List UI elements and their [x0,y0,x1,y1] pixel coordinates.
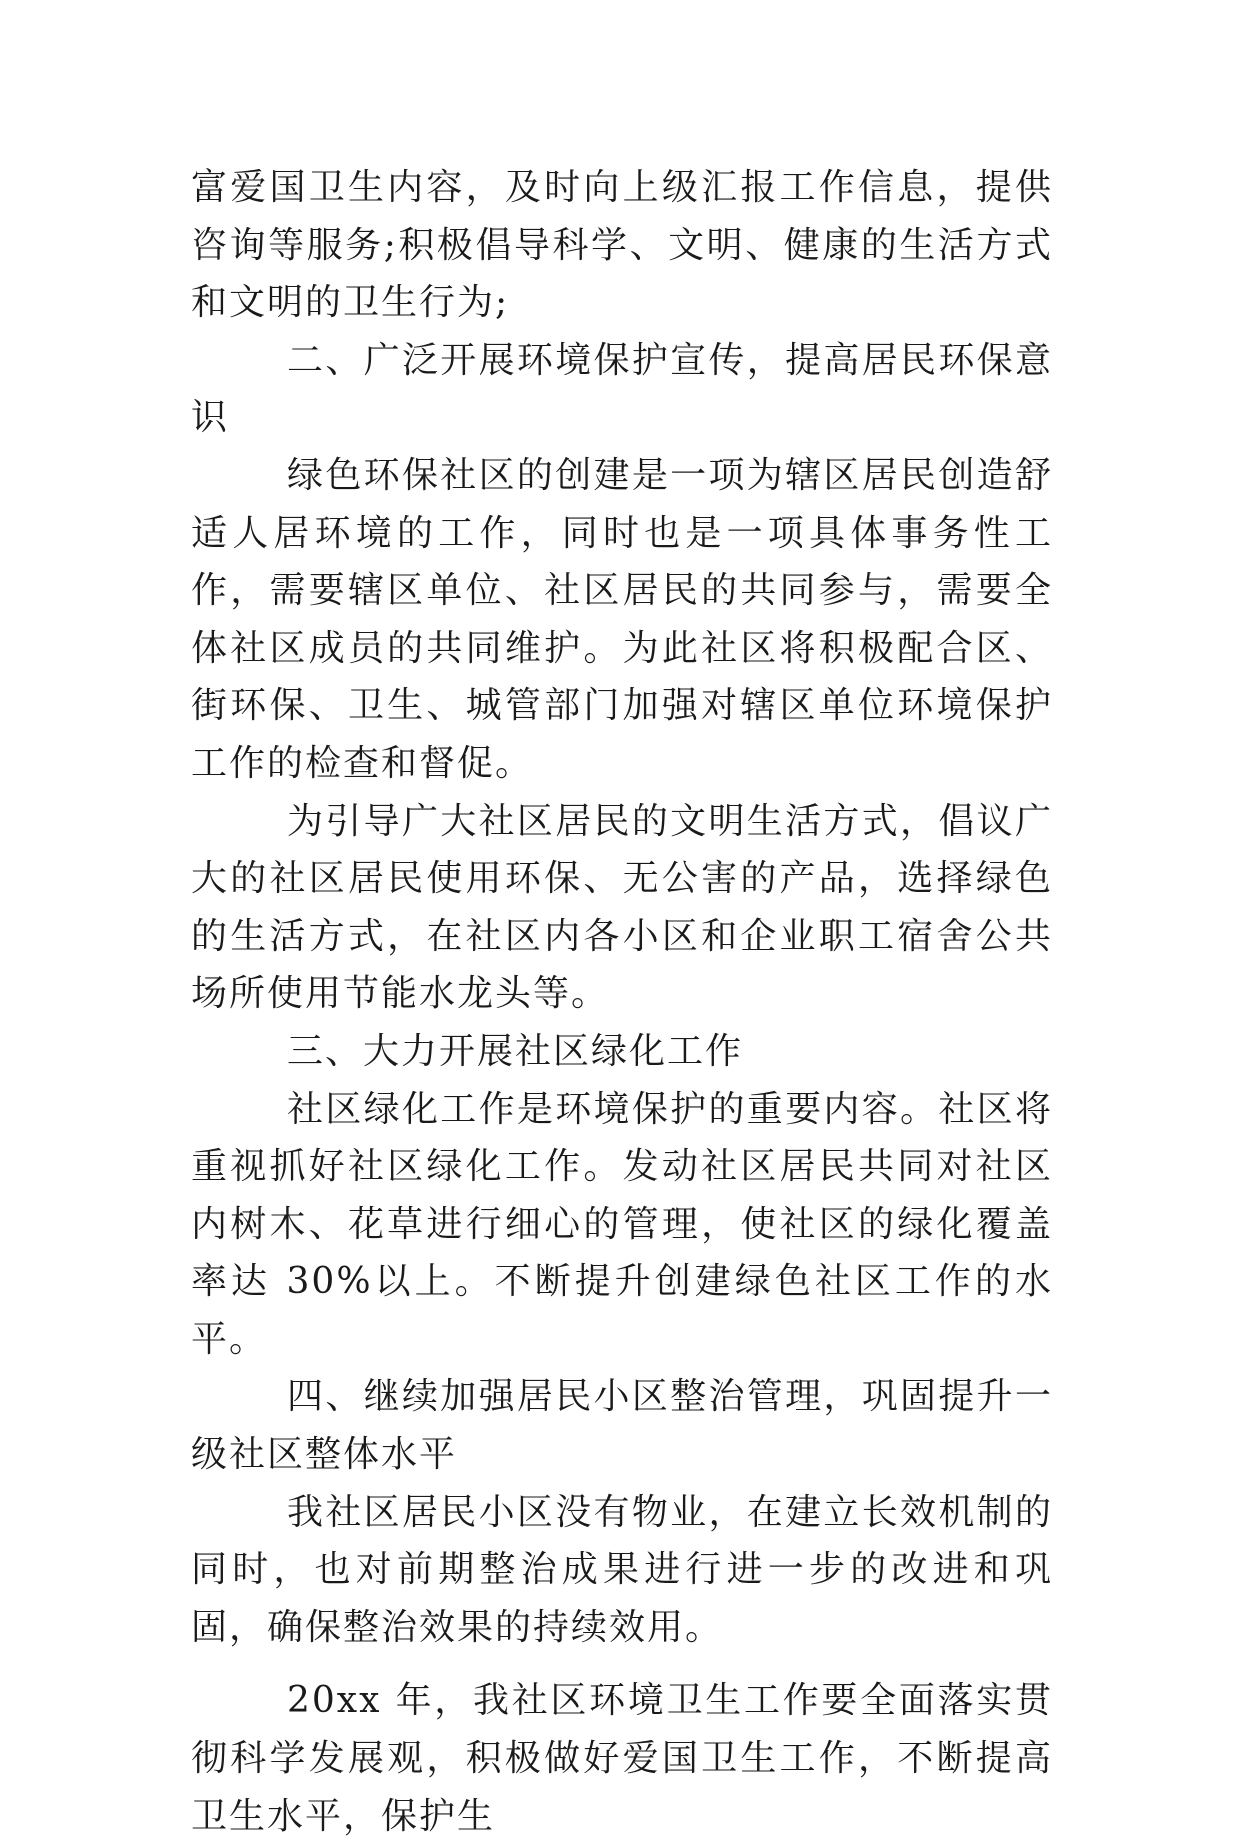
section-heading-3: 三、大力开展社区绿化工作 [287,1030,744,1072]
paragraph: 为引导广大社区居民的文明生活方式，倡议广大的社区居民使用环保、无公害的产品，选择绿色的生活方式，在社区内各小区和企业职工宿舍公共场所使用节能水龙头等。 [191,800,1053,1015]
paragraph: 社区绿化工作是环境保护的重要内容。社区将重视抓好社区绿化工作。发动社区居民共同对社区内树木、花草进行细心的管理，使社区的绿化覆盖率达 30%以上。不断提升创建绿色社区工作的水平。 [191,1088,1053,1360]
document-body [191,159,1053,1845]
section-heading-4: 四、继续加强居民小区整治管理，巩固提升一级社区整体水平 [191,1376,1053,1476]
paragraph: 20xx 年，我社区环境卫生工作要全面落实贯彻科学发展观，积极做好爱国卫生工作，不断提高卫生水平，保护生 [191,1680,1053,1837]
section-heading-2: 二、广泛开展环境保护宣传，提高居民环保意识 [191,339,1053,439]
paragraph: 我社区居民小区没有物业，在建立长效机制的同时，也对前期整治成果进行进一步的改进和巩固，确保整治效果的持续效用。 [191,1491,1053,1648]
paragraph-continuation: 富爱国卫生内容，及时向上级汇报工作信息，提供咨询等服务;积极倡导科学、文明、健康的生活方式和文明的卫生行为; [191,167,1053,324]
paragraph: 绿色环保社区的创建是一项为辖区居民创造舒适人居环境的工作，同时也是一项具体事务性工作，需要辖区单位、社区居民的共同参与，需要全体社区成员的共同维护。为此社区将积极配合区、街环保、卫生、城管部门加强对辖区单位环境保护工作的检查和督促。 [191,454,1053,784]
